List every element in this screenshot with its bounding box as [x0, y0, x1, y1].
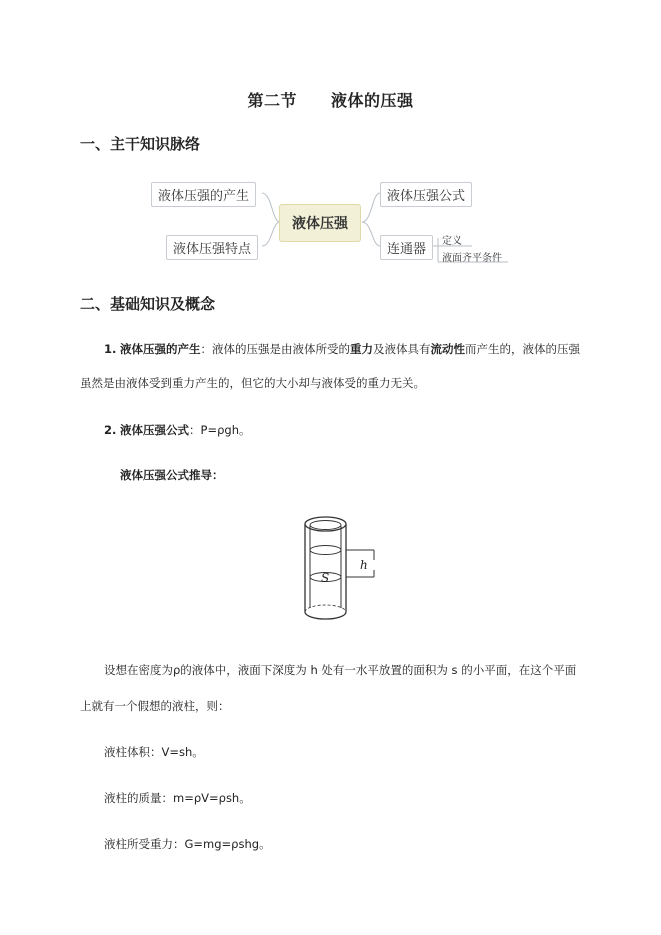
mindmap-center: 液体压强 — [279, 204, 361, 242]
item1-number: 1. — [104, 342, 117, 356]
mindmap-node-connector: 连通器 — [380, 235, 433, 260]
title-topic: 液体的压强 — [331, 91, 414, 110]
item1-bold-gravity: 重力 — [350, 342, 374, 356]
item1-text-3: 而产生的，液体的压强 — [465, 342, 581, 356]
title-section: 第二节 — [247, 91, 297, 110]
item1-label: 液体压强的产生 — [120, 342, 201, 356]
section2-heading: 二、基础知识及概念 — [80, 295, 216, 313]
item1-colon: ： — [200, 342, 213, 356]
mindmap-sub-definition: 定义 — [442, 236, 462, 247]
mindmap-node-characteristics: 液体压强特点 — [166, 235, 258, 260]
item2-label: 液体压强公式 — [120, 423, 190, 437]
figure-label-h: h — [360, 558, 368, 572]
item2-line — [104, 413, 251, 447]
section1-heading: 一、主干知识脉络 — [80, 135, 201, 153]
mindmap-sub-level-condition: 液面齐平条件 — [442, 253, 502, 264]
item1-line2: 虽然是由液体受到重力产生的，但它的大小却与液体受的重力无关。 — [80, 376, 425, 390]
derivation-line2: 上就有一个假想的液柱，则： — [80, 699, 230, 713]
derivation-mass: 液柱的质量：m=ρV=ρsh。 — [104, 791, 251, 805]
item2-formula: P=ρgh。 — [200, 423, 251, 437]
derivation-line1: 设想在密度为ρ的液体中，液面下深度为 h 处有一水平放置的面积为 s 的小平面，在这个平面 — [104, 663, 577, 677]
mindmap-node-formula: 液体压强公式 — [380, 182, 472, 207]
mindmap-node-production: 液体压强的产生 — [151, 182, 256, 207]
item1-text-1: 液体的压强是由液体所受的 — [212, 342, 351, 356]
derivation-volume: 液柱体积：V=sh。 — [104, 745, 204, 759]
item1-line1 — [104, 332, 580, 366]
item2-colon: ： — [189, 423, 201, 437]
item1-bold-fluidity: 流动性 — [430, 342, 466, 356]
item2-number: 2. — [104, 423, 117, 437]
item1-text-2: 及液体具有 — [373, 342, 431, 356]
mindmap-connectors — [0, 0, 661, 300]
liquid-column-figure — [298, 510, 388, 628]
derivation-gravity: 液柱所受重力：G=mg=ρshg。 — [104, 837, 271, 851]
derivation-heading: 液体压强公式推导： — [120, 468, 224, 482]
figure-label-s: S — [321, 571, 330, 585]
